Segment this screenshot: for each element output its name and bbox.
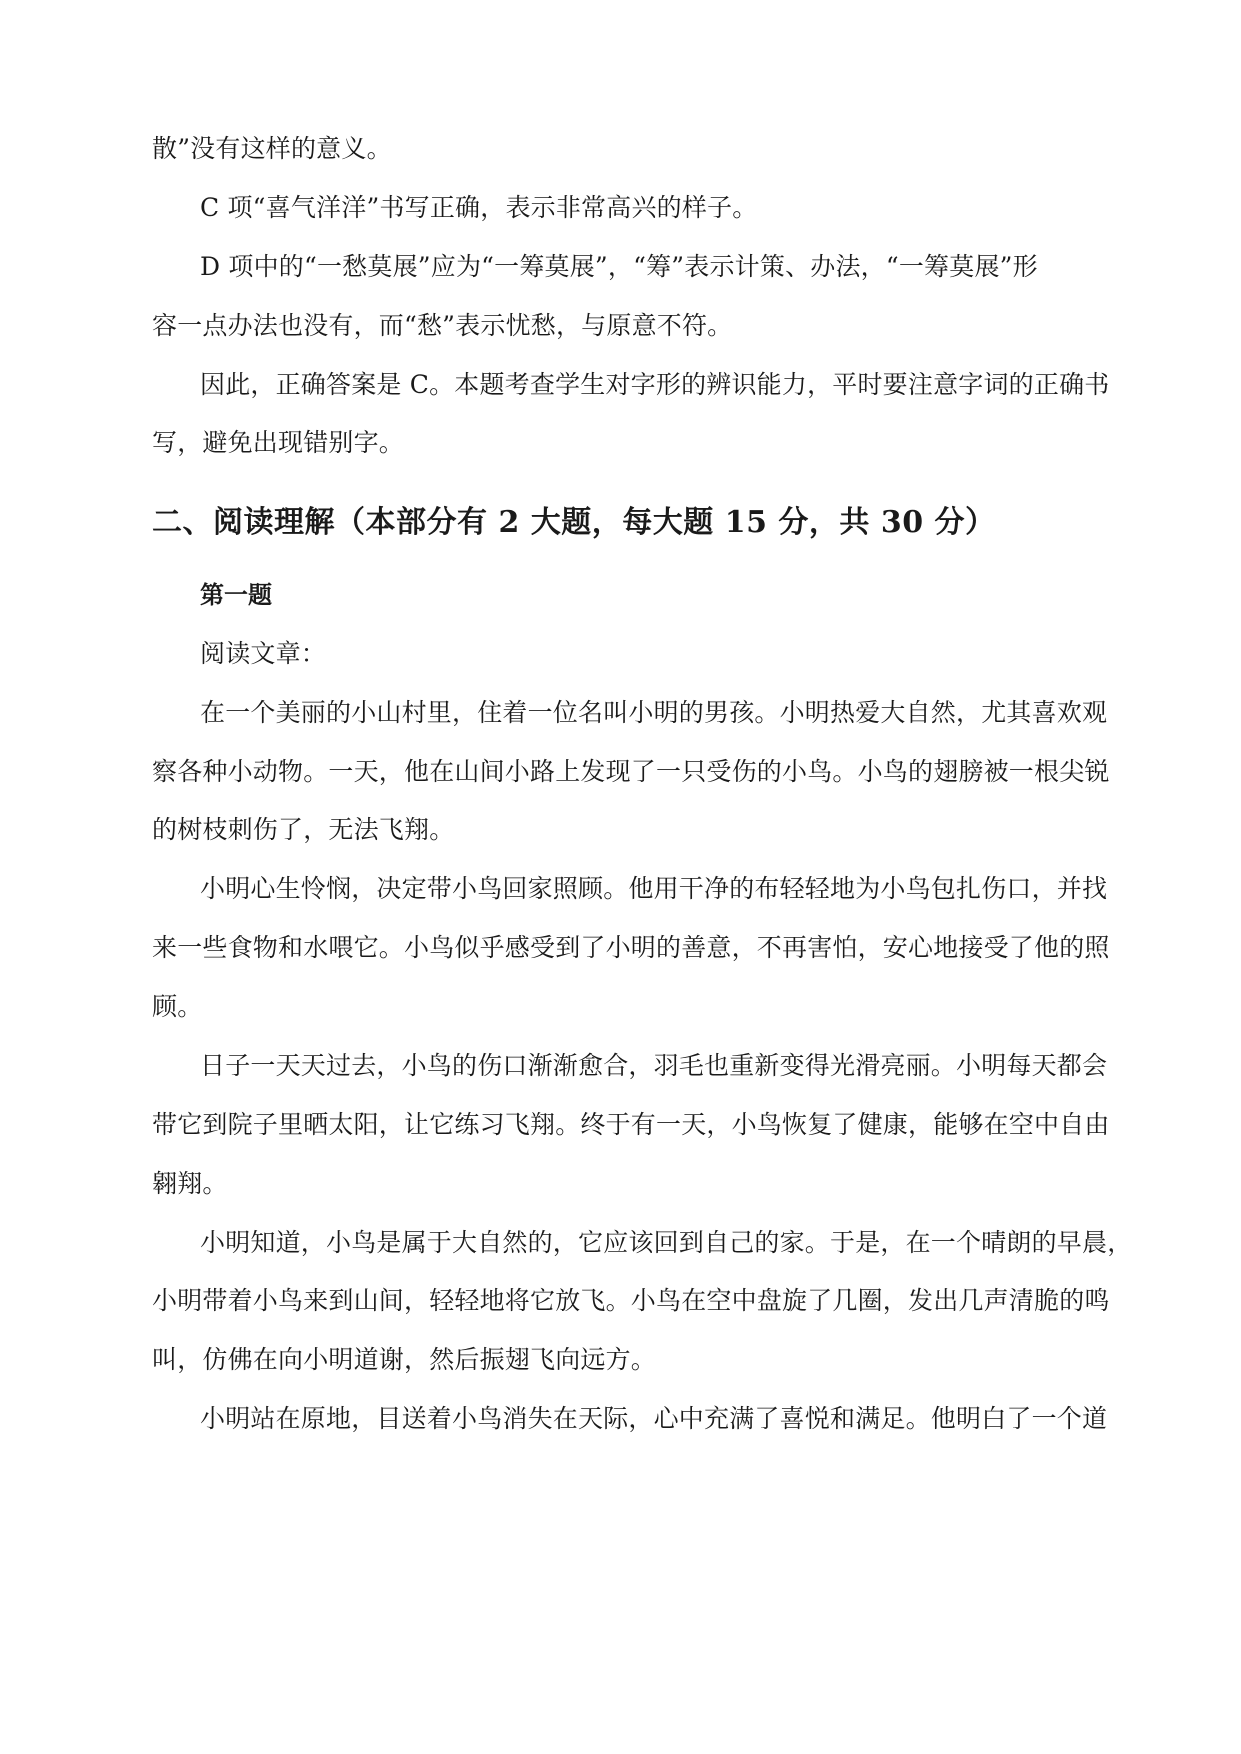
passage-p2-line-3: 顾。 bbox=[152, 992, 203, 1021]
analysis-d-item-line-2: 容一点办法也没有，而“愁”表示忧愁，与原意不符。 bbox=[152, 311, 733, 340]
passage-p1-line-3: 的树枝刺伤了，无法飞翔。 bbox=[152, 815, 455, 844]
analysis-c-item: C 项“喜气洋洋”书写正确，表示非常高兴的样子。 bbox=[200, 193, 758, 222]
passage-p3-line-2: 带它到院子里晒太阳，让它练习飞翔。终于有一天，小鸟恢复了健康，能够在空中自由 bbox=[152, 1110, 1110, 1139]
analysis-d-item-line-1: D 项中的“一愁莫展”应为“一筹莫展”，“筹”表示计策、办法，“一筹莫展”形 bbox=[200, 252, 1038, 281]
passage-p3-line-1: 日子一天天过去，小鸟的伤口渐渐愈合，羽毛也重新变得光滑亮丽。小明每天都会 bbox=[200, 1051, 1108, 1080]
passage-p1-line-1: 在一个美丽的小山村里，住着一位名叫小明的男孩。小明热爱大自然，尤其喜欢观 bbox=[200, 698, 1108, 727]
question-label: 第一题 bbox=[200, 580, 272, 609]
analysis-conclusion-line-2: 写，避免出现错别字。 bbox=[152, 428, 405, 457]
section-heading: 二、阅读理解（本部分有 2 大题，每大题 15 分，共 30 分） bbox=[152, 505, 996, 540]
passage-p3-line-3: 翱翔。 bbox=[152, 1169, 228, 1198]
passage-p2-line-1: 小明心生怜悯，决定带小鸟回家照顾。他用干净的布轻轻地为小鸟包扎伤口，并找 bbox=[200, 874, 1108, 903]
passage-p4-line-1: 小明知道，小鸟是属于大自然的，它应该回到自己的家。于是，在一个晴朗的早晨， bbox=[200, 1228, 1133, 1257]
passage-p2-line-2: 来一些食物和水喂它。小鸟似乎感受到了小明的善意，不再害怕，安心地接受了他的照 bbox=[152, 933, 1110, 962]
reading-instruction: 阅读文章： bbox=[200, 639, 327, 668]
passage-p1-line-2: 察各种小动物。一天，他在山间小路上发现了一只受伤的小鸟。小鸟的翅膀被一根尖锐 bbox=[152, 757, 1110, 786]
passage-p4-line-2: 小明带着小鸟来到山间，轻轻地将它放飞。小鸟在空中盘旋了几圈，发出几声清脆的鸣 bbox=[152, 1286, 1110, 1315]
passage-p4-line-3: 叫，仿佛在向小明道谢，然后振翅飞向远方。 bbox=[152, 1345, 657, 1374]
analysis-b-tail: 散”没有这样的意义。 bbox=[152, 134, 392, 163]
passage-p5-line-1: 小明站在原地，目送着小鸟消失在天际，心中充满了喜悦和满足。他明白了一个道 bbox=[200, 1404, 1108, 1433]
analysis-conclusion-line-1: 因此，正确答案是 C。本题考查学生对字形的辨识能力，平时要注意字词的正确书 bbox=[200, 370, 1110, 399]
